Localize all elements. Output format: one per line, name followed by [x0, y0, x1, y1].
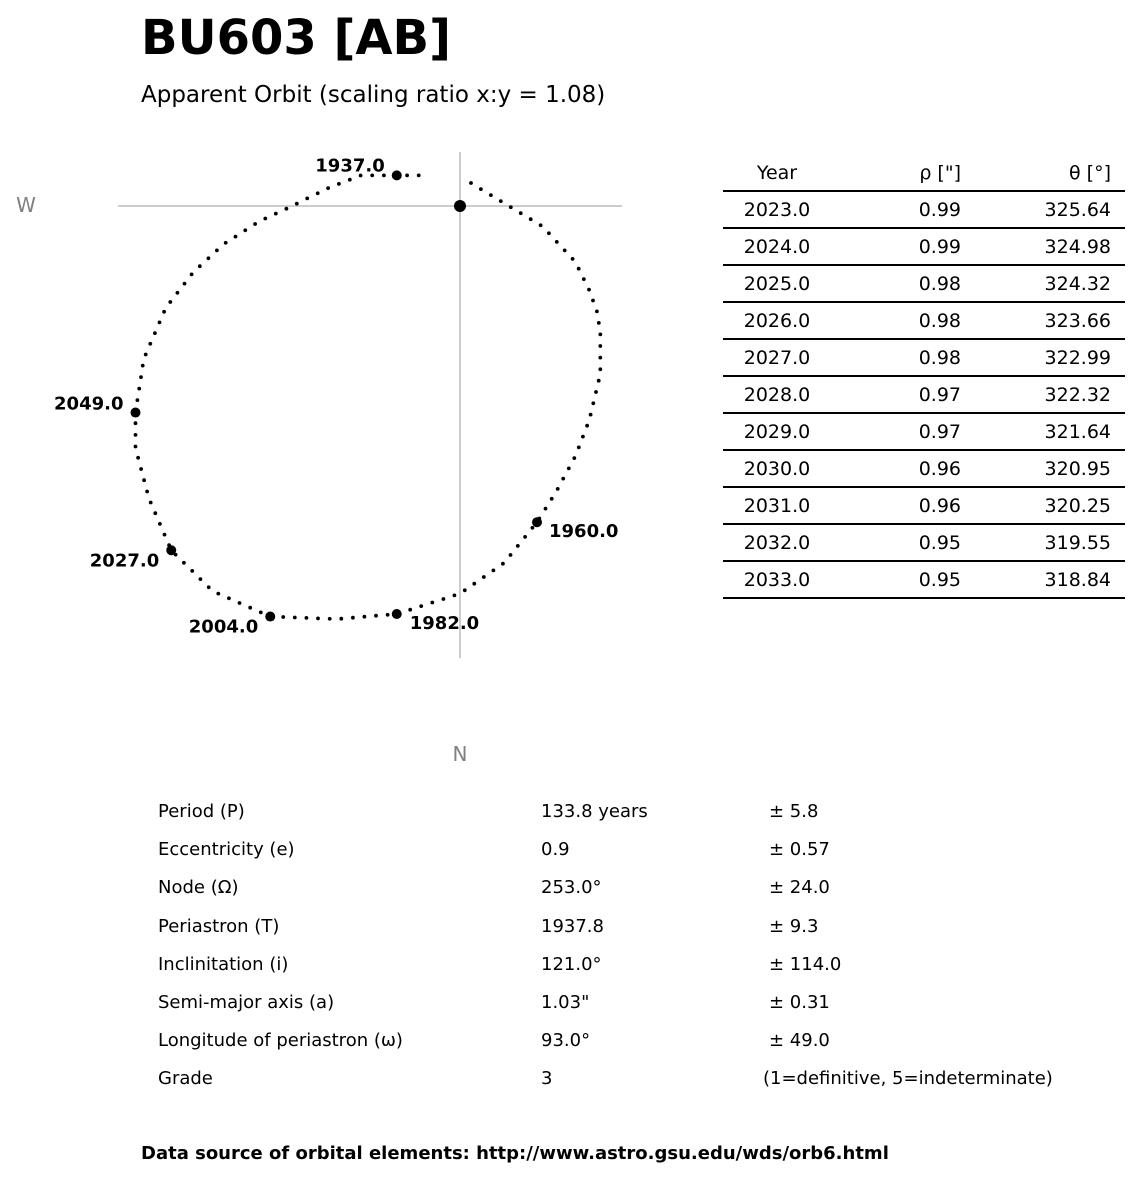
element-value: 1.03"	[541, 991, 590, 1013]
epoch-marker	[131, 408, 141, 418]
orbit-dot	[442, 597, 446, 601]
year-cell: 2031.0	[723, 487, 831, 524]
table-row	[723, 191, 1125, 228]
compass-west-label: W	[16, 193, 36, 217]
year-cell: 2032.0	[723, 524, 831, 561]
epoch-marker	[532, 517, 542, 527]
orbit-dot	[326, 186, 330, 190]
table-row	[723, 413, 1125, 450]
rho-cell: 0.96	[831, 487, 961, 524]
orbit-dot	[509, 205, 513, 209]
orbit-dot	[259, 611, 263, 615]
epoch-label: 1960.0	[549, 521, 619, 543]
theta-cell: 322.32	[961, 376, 1125, 413]
element-row	[158, 1022, 1098, 1060]
orbit-dot	[430, 601, 434, 605]
theta-cell: 321.64	[961, 413, 1125, 450]
orbit-dot	[144, 353, 148, 357]
orbit-dot	[597, 321, 601, 325]
epoch-label: 2004.0	[188, 616, 259, 638]
orbit-dot	[243, 228, 247, 232]
orbit-dot	[516, 544, 520, 548]
table-row	[723, 487, 1125, 524]
rho-cell: 0.98	[831, 265, 961, 302]
chart-subtitle: Apparent Orbit (scaling ratio x:y = 1.08)	[141, 82, 606, 108]
orbit-dot	[168, 300, 172, 304]
element-row	[158, 946, 1098, 984]
orbit-dot	[386, 613, 390, 617]
orbit-dot	[598, 367, 602, 371]
orbit-dot	[337, 182, 341, 186]
rho-cell: 0.98	[831, 339, 961, 376]
orbit-dot	[216, 592, 220, 596]
orbit-dot	[408, 608, 412, 612]
rho-cell: 0.99	[831, 191, 961, 228]
theta-cell: 325.64	[961, 191, 1125, 228]
orbit-dot	[567, 467, 571, 471]
theta-cell: 322.99	[961, 339, 1125, 376]
table-row	[723, 561, 1125, 598]
data-source-note: Data source of orbital elements: http://www.astro.gsu.edu/wds/orb6.html	[141, 1143, 889, 1164]
year-cell: 2028.0	[723, 376, 831, 413]
orbit-dot	[582, 277, 586, 281]
year-cell: 2030.0	[723, 450, 831, 487]
orbit-dot	[563, 249, 567, 253]
epoch-marker	[265, 612, 275, 622]
orbit-dot	[134, 421, 138, 425]
orbit-dot	[509, 553, 513, 557]
orbit-dot	[141, 364, 145, 368]
orbit-dot	[597, 379, 601, 383]
theta-cell: 324.98	[961, 228, 1125, 265]
rho-cell: 0.97	[831, 413, 961, 450]
orbit-dot	[585, 424, 589, 428]
orbit-dot	[227, 596, 231, 600]
rho-cell: 0.97	[831, 376, 961, 413]
orbit-dot	[339, 617, 343, 621]
rho-cell: 0.95	[831, 561, 961, 598]
orbit-dot	[162, 310, 166, 314]
element-error: ± 114.0	[769, 953, 842, 975]
orbit-dot	[305, 616, 309, 620]
orbit-dot	[199, 577, 203, 581]
orbit-dot	[316, 617, 320, 621]
orbit-dot	[472, 582, 476, 586]
col-theta-header: θ [°]	[961, 156, 1125, 191]
primary-star-marker	[454, 200, 466, 212]
epoch-label: 2027.0	[89, 550, 160, 572]
table-row	[723, 524, 1125, 561]
orbit-dot	[149, 501, 153, 505]
orbit-dot	[348, 178, 352, 182]
orbit-dot	[142, 478, 146, 482]
orbit-dot	[207, 585, 211, 589]
orbit-dot	[598, 356, 602, 360]
year-cell: 2023.0	[723, 191, 831, 228]
orbit-dot	[419, 604, 423, 608]
element-name: Eccentricity (e)	[158, 839, 295, 861]
element-error: ± 0.31	[769, 991, 830, 1013]
orbit-dot	[190, 569, 194, 573]
ephemeris-header-row	[723, 156, 1125, 191]
element-row	[158, 831, 1098, 869]
ephemeris-table	[723, 156, 1125, 599]
orbit-dot	[469, 181, 473, 185]
orbit-dot	[328, 617, 332, 621]
element-name: Node (Ω)	[158, 877, 239, 899]
orbital-elements-list	[158, 793, 1098, 1099]
orbit-dot	[183, 282, 187, 286]
orbit-dot	[555, 240, 559, 244]
element-row	[158, 793, 1098, 831]
orbit-dot	[190, 273, 194, 277]
year-cell: 2027.0	[723, 339, 831, 376]
orbit-dot	[139, 375, 143, 379]
orbit-dot	[224, 241, 228, 245]
table-row	[723, 265, 1125, 302]
orbit-dot	[544, 507, 548, 511]
orbit-dot	[595, 310, 599, 314]
orbit-dot	[145, 490, 149, 494]
table-row	[723, 302, 1125, 339]
orbit-dot	[253, 222, 257, 226]
orbit-dot	[134, 433, 138, 437]
theta-cell: 323.66	[961, 302, 1125, 339]
orbit-dot	[581, 435, 585, 439]
element-value: 0.9	[541, 839, 570, 861]
orbit-dot	[539, 223, 543, 227]
compass-north-label: N	[452, 742, 468, 766]
element-name: Semi-major axis (a)	[158, 991, 335, 1013]
element-error: (1=definitive, 5=indeterminate)	[763, 1068, 1053, 1090]
orbit-dot	[501, 562, 505, 566]
year-cell: 2033.0	[723, 561, 831, 598]
element-error: ± 24.0	[769, 877, 830, 899]
element-error: ± 9.3	[769, 915, 819, 937]
orbit-dot	[351, 616, 355, 620]
orbit-dot	[136, 398, 140, 402]
orbit-dot	[550, 497, 554, 501]
orbit-dot	[598, 333, 602, 337]
col-year-header: Year	[723, 156, 831, 191]
element-name: Period (P)	[158, 801, 245, 822]
element-value: 253.0°	[541, 877, 602, 899]
orbit-dot	[263, 217, 267, 221]
epoch-label: 2049.0	[54, 393, 124, 415]
orbit-dot	[285, 207, 289, 211]
star-title: BU603 [AB]	[141, 10, 452, 66]
year-cell: 2029.0	[723, 413, 831, 450]
orbit-dot	[158, 522, 162, 526]
epoch-marker	[392, 609, 402, 619]
orbit-dot	[417, 174, 421, 178]
theta-cell: 319.55	[961, 524, 1125, 561]
rho-cell: 0.99	[831, 228, 961, 265]
orbit-dot	[571, 257, 575, 261]
element-error: ± 0.57	[769, 839, 830, 861]
element-row	[158, 984, 1098, 1022]
orbit-dot	[374, 614, 378, 618]
table-row	[723, 228, 1125, 265]
orbit-dot	[176, 291, 180, 295]
orbit-dot	[234, 235, 238, 239]
orbit-dot	[523, 535, 527, 539]
orbit-dot	[531, 526, 535, 530]
orbit-dot	[158, 321, 162, 325]
orbit-dot	[238, 601, 242, 605]
element-error: ± 5.8	[769, 801, 819, 822]
orbit-dot	[489, 193, 493, 197]
orbit-dot	[572, 456, 576, 460]
orbit-dot	[137, 387, 141, 391]
orbit-dot	[136, 456, 140, 460]
orbit-dot	[556, 487, 560, 491]
element-error: ± 49.0	[769, 1030, 830, 1052]
orbit-dot	[529, 217, 533, 221]
element-name: Grade	[158, 1068, 213, 1090]
theta-cell: 324.32	[961, 265, 1125, 302]
orbit-dot	[274, 212, 278, 216]
orbit-dot	[598, 344, 602, 348]
epoch-marker	[392, 170, 402, 180]
orbit-dot	[134, 445, 138, 449]
orbit-dot	[482, 575, 486, 579]
element-row	[158, 869, 1098, 907]
element-value: 121.0°	[541, 953, 602, 975]
orbit-dot	[139, 467, 143, 471]
orbit-dot	[591, 299, 595, 303]
element-name: Periastron (T)	[158, 915, 280, 937]
ephemeris-body	[723, 191, 1125, 598]
element-value: 3	[541, 1068, 553, 1090]
orbit-dot	[405, 174, 409, 178]
orbit-dot	[182, 561, 186, 565]
orbit-dot	[207, 256, 211, 260]
element-name: Longitude of periastron (ω)	[158, 1030, 403, 1052]
orbit-dot	[198, 264, 202, 268]
col-rho-header: ρ ["]	[831, 156, 961, 191]
element-name: Inclinitation (i)	[158, 953, 289, 975]
orbit-dot	[163, 533, 167, 537]
table-row	[723, 339, 1125, 376]
orbit-dot	[293, 616, 297, 620]
orbit-dot	[492, 569, 496, 573]
element-value: 1937.8	[541, 915, 604, 937]
theta-cell: 320.95	[961, 450, 1125, 487]
orbit-dot	[248, 606, 252, 610]
element-value: 93.0°	[541, 1030, 591, 1052]
theta-cell: 318.84	[961, 561, 1125, 598]
orbit-dot	[153, 331, 157, 335]
orbit-dot	[463, 588, 467, 592]
table-row	[723, 450, 1125, 487]
orbit-dot	[363, 615, 367, 619]
epoch-label: 1982.0	[409, 613, 480, 634]
rho-cell: 0.96	[831, 450, 961, 487]
rho-cell: 0.95	[831, 524, 961, 561]
orbit-dot	[589, 413, 593, 417]
orbit-dot	[519, 211, 523, 215]
element-value: 133.8 years	[541, 801, 648, 822]
orbit-dot	[281, 615, 285, 619]
orbit-dot	[577, 446, 581, 450]
year-cell: 2024.0	[723, 228, 831, 265]
orbit-dot	[316, 191, 320, 195]
orbit-dot	[587, 288, 591, 292]
year-cell: 2026.0	[723, 302, 831, 339]
orbit-dot	[295, 202, 299, 206]
element-row	[158, 1060, 1098, 1098]
orbit-dot	[305, 197, 309, 201]
orbit-dot	[547, 231, 551, 235]
orbit-dot	[577, 267, 581, 271]
orbit-dot	[561, 477, 565, 481]
epoch-marker	[166, 545, 176, 555]
orbit-dot	[479, 187, 483, 191]
orbit-dot	[148, 342, 152, 346]
theta-cell: 320.25	[961, 487, 1125, 524]
epoch-label: 1937.0	[315, 155, 385, 177]
element-row	[158, 908, 1098, 946]
orbit-plot	[0, 130, 680, 780]
table-row	[723, 376, 1125, 413]
orbit-dot	[594, 390, 598, 394]
orbit-dot	[591, 401, 595, 405]
orbit-dot	[215, 249, 219, 253]
orbit-dot	[453, 594, 457, 598]
rho-cell: 0.98	[831, 302, 961, 339]
year-cell: 2025.0	[723, 265, 831, 302]
orbit-dot	[499, 199, 503, 203]
orbit-dot	[153, 511, 157, 515]
